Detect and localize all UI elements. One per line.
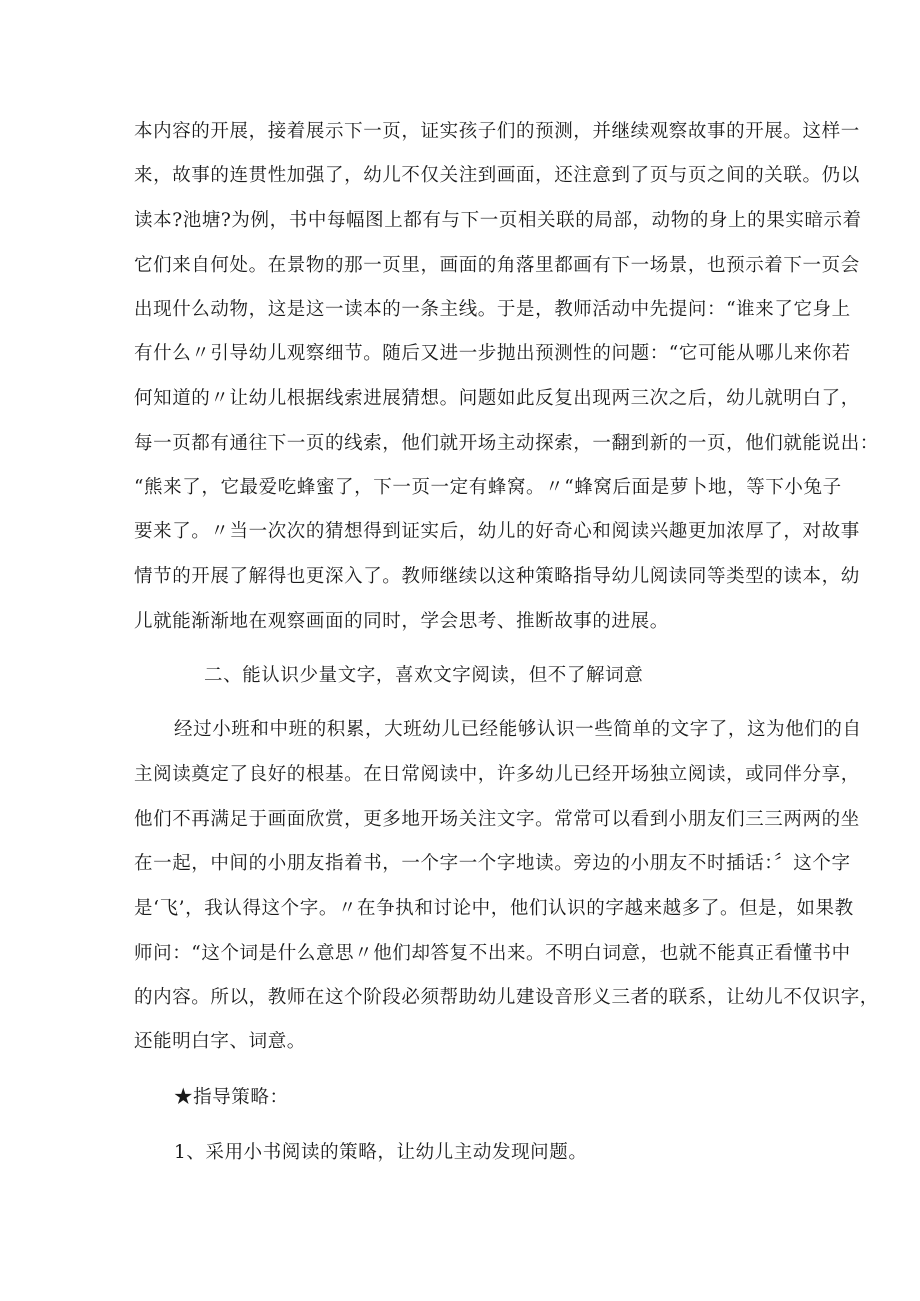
paragraph-1-line-9: “熊来了，它最爱吃蜂蜜了，下一页一定有蜂窝。〃“蜂窝后面是萝卜地，等下小兔子: [134, 477, 842, 498]
paragraph-2-line-3: 他们不再满足于画面欣赏，更多地开场关注文字。常常可以看到小朋友们三三两两的坐: [134, 809, 860, 830]
paragraph-2-line-2: 主阅读奠定了良好的根基。在日常阅读中，许多幼儿已经开场独立阅读，或同伴分享，: [134, 764, 860, 785]
paragraph-1-line-8: 每一页都有通往下一页的线索，他们就开场主动探索，一翻到新的一页，他们就能说出：: [134, 433, 879, 454]
guidance-title: ★指导策略：: [174, 1087, 289, 1108]
paragraph-1-line-6: 有什么〃引导幼儿观察细节。随后又进一步抛出预测性的问题：“它可能从哪儿来你若: [134, 343, 851, 364]
paragraph-1-line-10: 要来了。〃当一次次的猜想得到证实后，幼儿的好奇心和阅读兴趣更加浓厚了，对故事: [134, 521, 860, 542]
paragraph-1-line-11: 情节的开展了解得也更深入了。教师继续以这种策略指导幼儿阅读同等类型的读本，幼: [134, 566, 860, 587]
paragraph-1-line-3: 读本?池塘?为例，书中每幅图上都有与下一页相关联的局部，动物的身上的果实暗示着: [134, 210, 862, 231]
strategy-item-1: 1、采用小书阅读的策略，让幼儿主动发现问题。: [174, 1142, 588, 1163]
paragraph-1-line-1: 本内容的开展，接着展示下一页，证实孩子们的预测，并继续观察故事的开展。这样一: [134, 121, 860, 142]
paragraph-1-line-5: 出现什么动物，这是这一读本的一条主线。于是，教师活动中先提问：“谁来了它身上: [134, 299, 851, 320]
paragraph-2-line-8: 还能明白字、词意。: [134, 1031, 306, 1052]
paragraph-1-line-2: 来，故事的连贯性加强了，幼儿不仅关注到画面，还注意到了页与页之间的关联。仍以: [134, 165, 860, 186]
paragraph-1-line-12: 儿就能渐渐地在观察画面的同时，学会思考、推断故事的进展。: [134, 611, 669, 632]
paragraph-1-line-4: 它们来自何处。在景物的那一页里，画面的角落里都画有下一场景，也预示着下一页会: [134, 255, 860, 276]
paragraph-2-line-7: 的内容。所以，教师在这个阶段必须帮助幼儿建设音形义三者的联系，让幼儿不仅识字，: [134, 987, 879, 1008]
paragraph-1-line-7: 何知道的〃让幼儿根据线索进展猜想。问题如此反复出现两三次之后，幼儿就明白了，: [134, 388, 860, 409]
paragraph-2-line-6: 师问：“这个词是什么意思〃他们却答复不出来。不明白词意，也就不能真正看懂书中: [134, 943, 851, 964]
paragraph-2-line-5: 是‘飞’，我认得这个字。〃在争执和讨论中，他们认识的字越来越多了。但是，如果教: [134, 898, 854, 919]
paragraph-2-line-4: 在一起，中间的小朋友指着书，一个字一个字地读。旁边的小朋友不时插话：〞这个字: [134, 853, 851, 874]
paragraph-2-line-1: 经过小班和中班的积累，大班幼儿已经能够认识一些简单的文字了，这为他们的自: [174, 719, 862, 740]
section-heading: 二、能认识少量文字，喜欢文字阅读，但不了解词意: [204, 665, 644, 686]
